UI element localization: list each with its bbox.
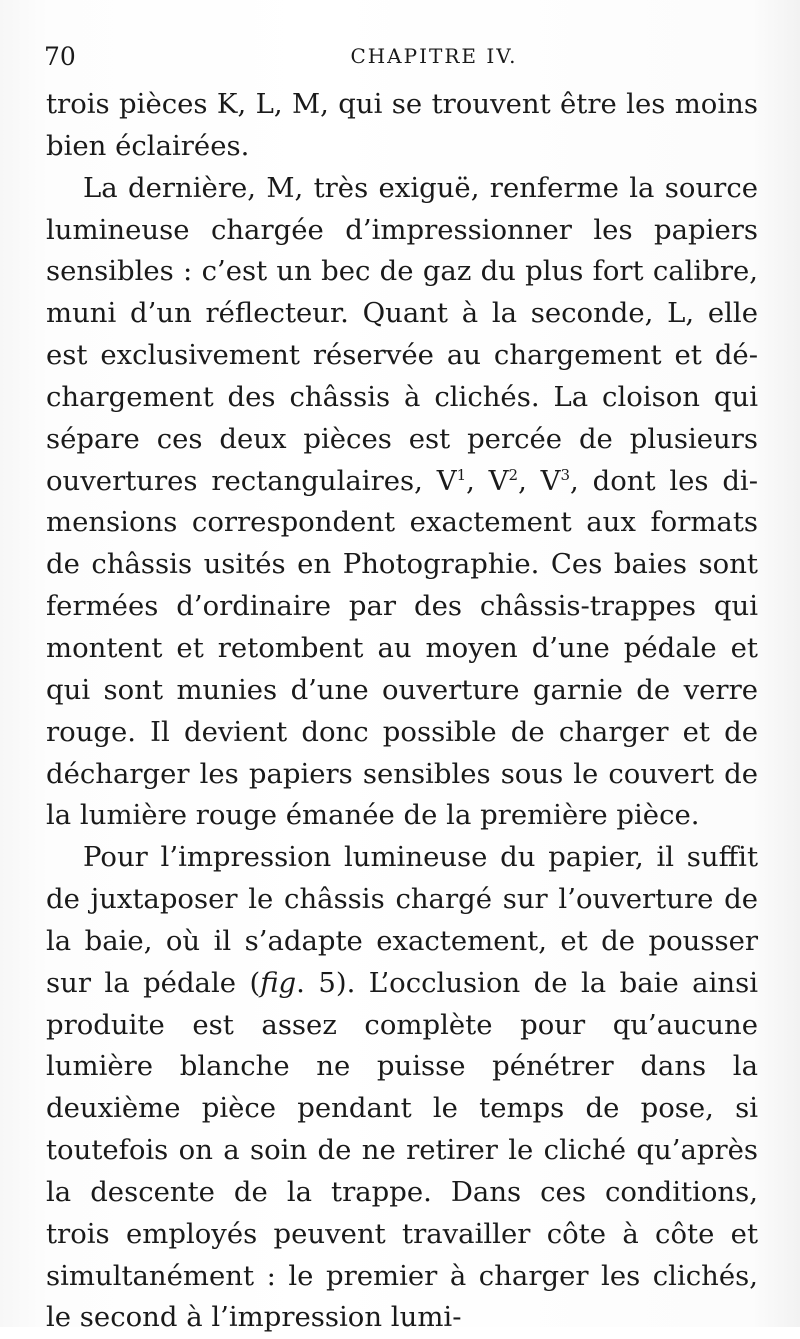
figure-reference: fig — [260, 966, 297, 999]
superscript-2: 2 — [508, 465, 519, 484]
superscript-1: 1 — [456, 465, 467, 484]
page-number: 70 — [44, 42, 76, 71]
superscript-3: 3 — [560, 465, 571, 484]
paragraph-impression — [46, 837, 758, 1339]
paragraph-continued — [46, 84, 758, 168]
paragraph-text: . 5). L’occlusion de la baie ainsi produite est assez complète pour qu’aucune lumière blanche ne puisse pénétrer dans la deuxième pièce pendant le temps de pose, si toutefois on a soin de ne retirer le cliché qu’après la descente de la trappe. Dans ces conditions, trois employés peuvent travailler côte à côte et simultanément : le premier à charger les clichés, le second à l’impression lumi- — [46, 966, 758, 1334]
separator-text: , V — [518, 464, 561, 497]
paragraph-text: trois pièces K, L, M, qui se trouvent être les moins bien éclairées. — [46, 88, 758, 162]
paragraph-text: , dont les dimensions correspondent exactement aux formats de châssis usités en Photographie. Ces baies sont fermées d’ordinaire par des châssis-trappes qui montent et retombent au moyen d’une pédale et qui sont munies d’une ouverture garnie de verre rouge. Il devient donc possible de charger et de décharger les papiers sensibles sous le couvert de la lumière rouge émanée de la première pièce. — [46, 464, 759, 832]
body-text — [46, 84, 758, 1339]
page-header — [44, 42, 764, 72]
paragraph-text: Pour l’impression lumineuse du papier, il suffit de juxtaposer le châssis chargé sur l’ouverture de la baie, où il s’adapte exactement, et de pousser sur la pédale ( — [46, 841, 758, 999]
running-head: CHAPITRE IV. — [350, 44, 518, 68]
separator-text: , V — [466, 464, 509, 497]
paragraph-text: La dernière, M, très exiguë, renferme la source lumineuse chargée d’impressionner les papiers sensibles : c’est un bec de gaz du plus fort calibre, muni d’un réflecteur. Quant à la seconde, L, elle est exclusivement réservée au chargement et déchargement des châssis à clichés. La cloison qui sépare ces deux pièces est percée de plusieurs ouvertures rectangulaires, V — [46, 171, 758, 497]
paragraph-source-lumineuse — [46, 168, 758, 838]
